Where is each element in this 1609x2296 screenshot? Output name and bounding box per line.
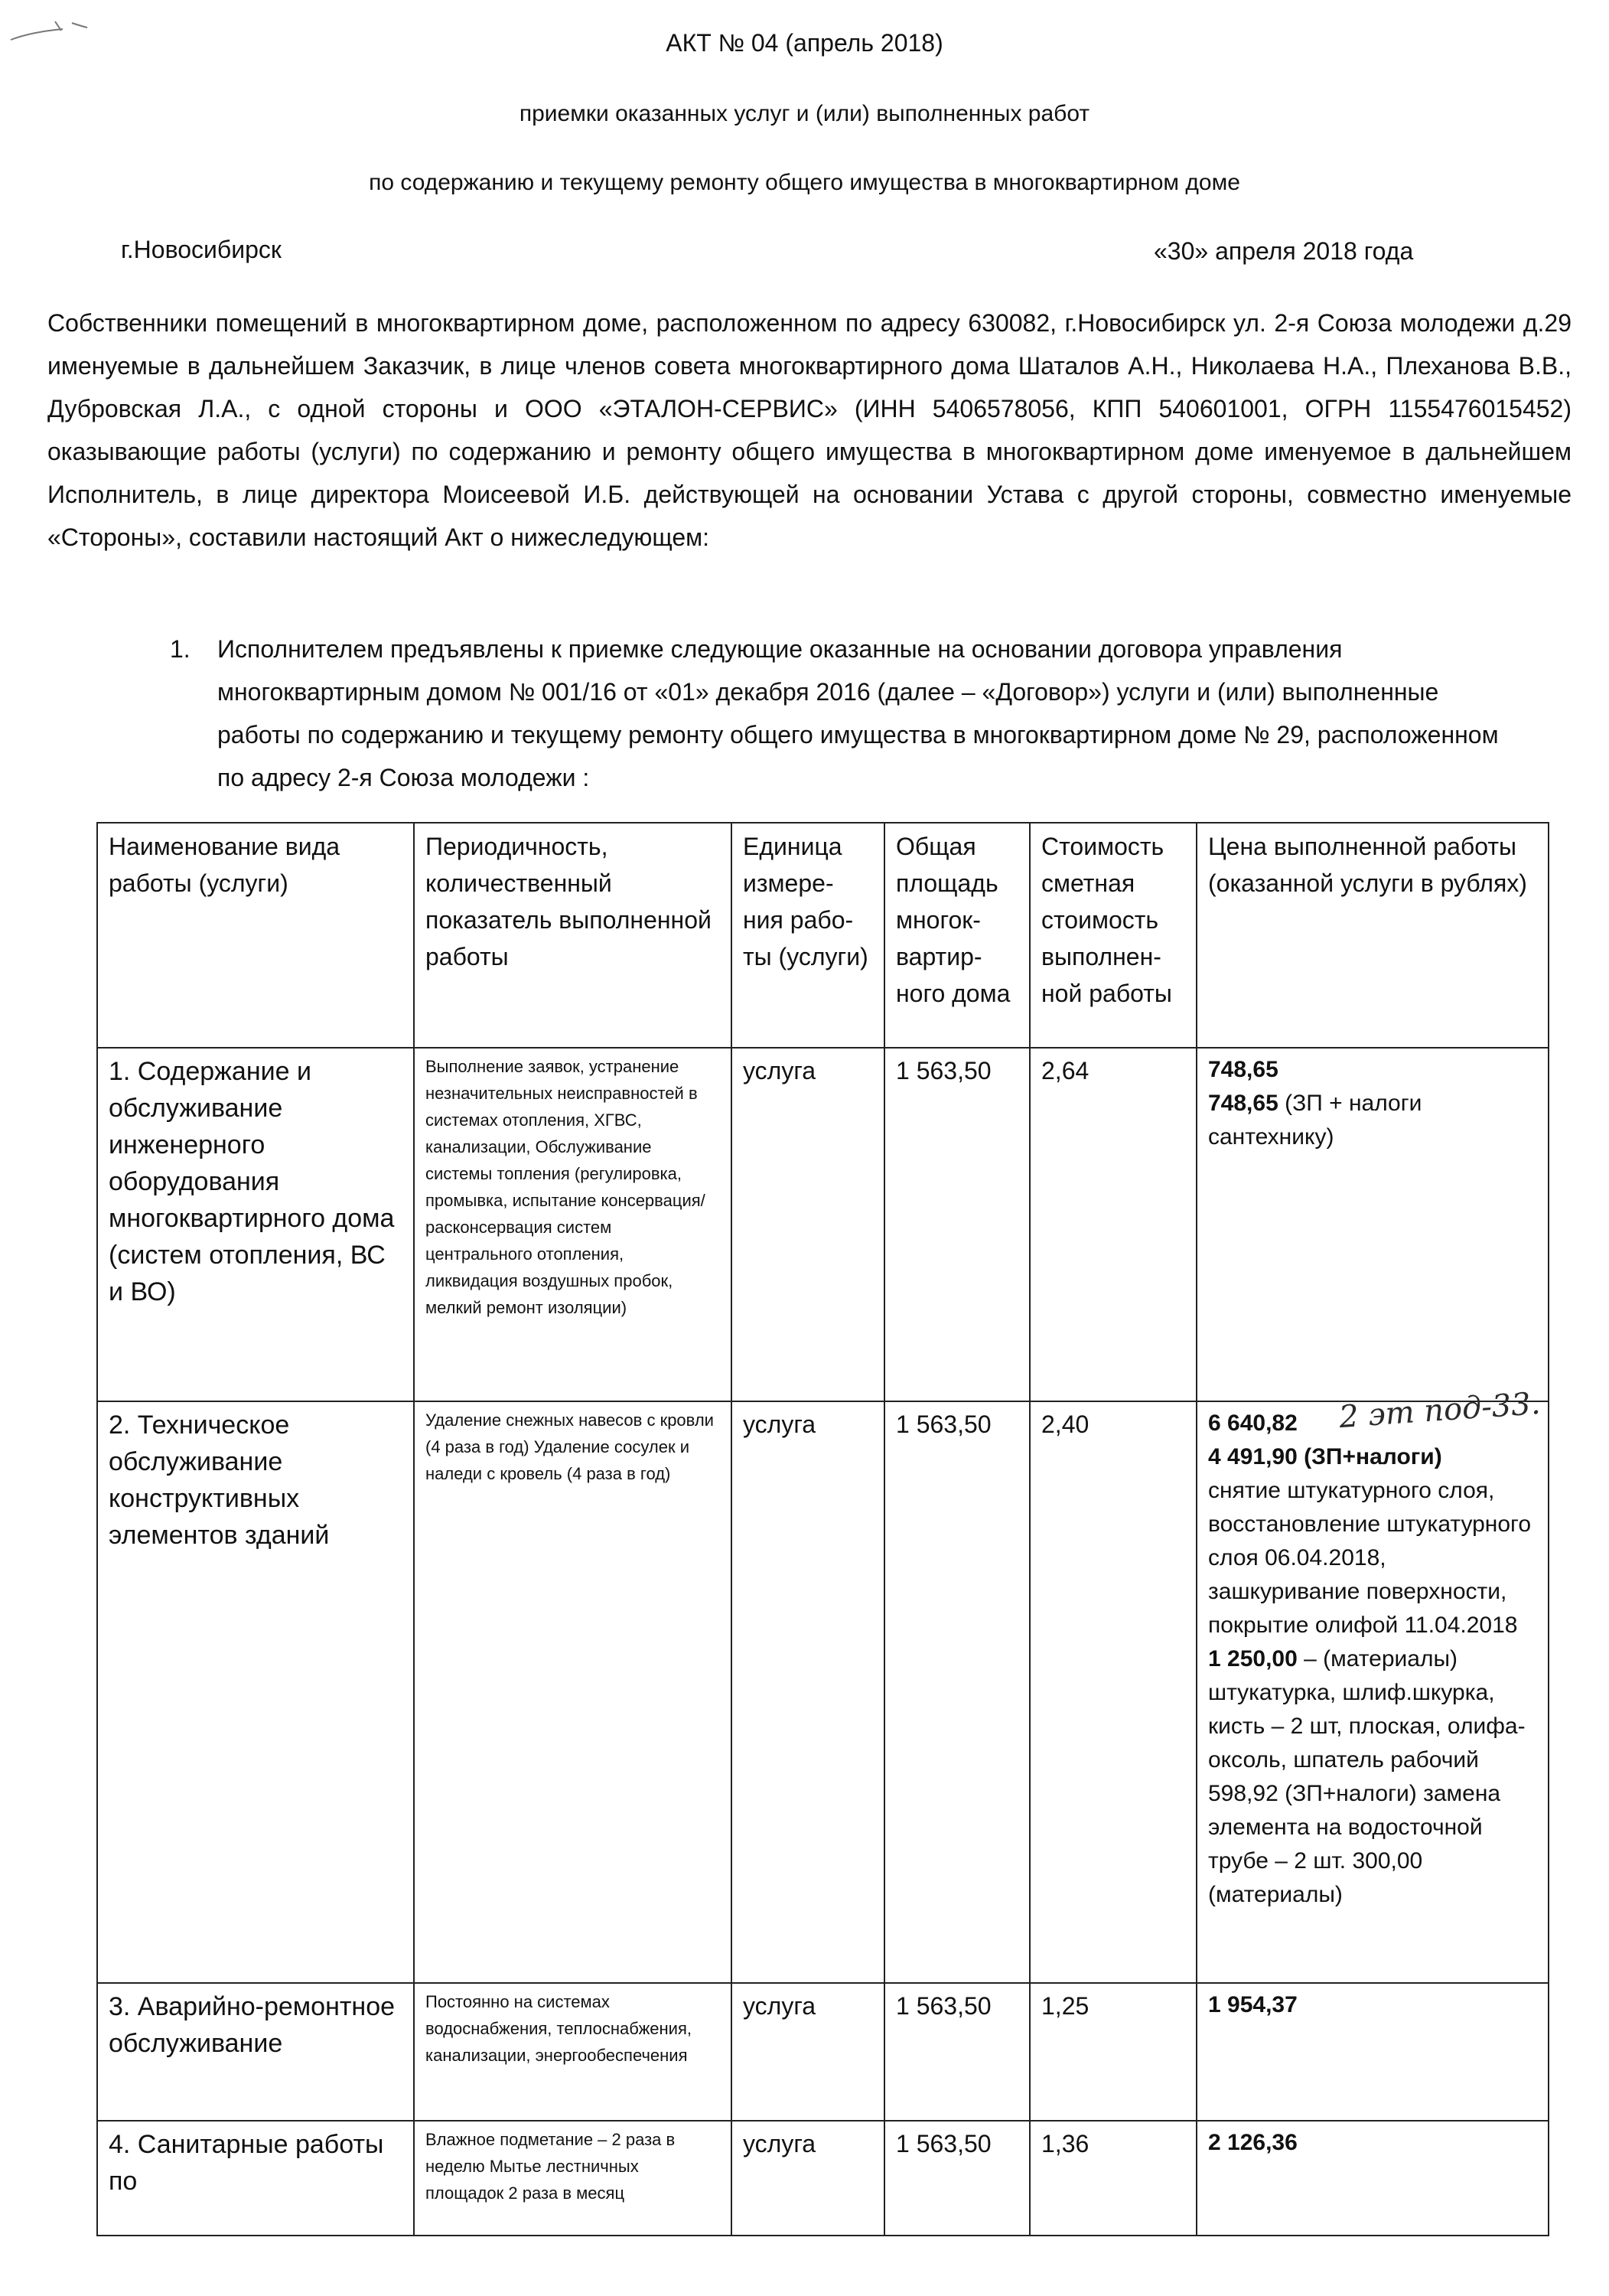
row-2-name: 2. Техническое обслуживание конструктивных элементов зданий bbox=[97, 1401, 414, 1983]
table-row bbox=[97, 2121, 1549, 2236]
document-title: АКТ № 04 (апрель 2018) bbox=[666, 29, 943, 57]
city: г.Новосибирск bbox=[121, 236, 282, 263]
row-1-price-detail-text: (ЗП + налоги сантехнику) bbox=[1208, 1091, 1422, 1150]
row-2-area: 1 563,50 bbox=[884, 1401, 1030, 1983]
row-4-area: 1 563,50 bbox=[884, 2121, 1030, 2236]
row-3-unit: услуга bbox=[731, 1983, 884, 2121]
row-4-rate: 1,36 bbox=[1030, 2121, 1197, 2236]
row-2-periodicity: Удаление снежных навесов с кровли (4 раза в год) Удаление сосулек и наледи с кровель (4 раза в год) bbox=[414, 1401, 731, 1983]
intro-paragraph: Собственники помещений в многоквартирном доме, расположенном по адресу 630082, г.Новосибирск ул. 2-я Союза молодежи д.29 именуемые в дальнейшем Заказчик, в лице членов совета многоквартирного дома Шаталов А.Н., Николаева Н.А., Плеханова В.В., Дубровская Л.А., с одной стороны и ООО «ЭТАЛОН-СЕРВИС» (ИНН 5406578056, КПП 540601001, ОГРН 1155476015452) оказывающие работы (услуги) по содержанию и ремонту общего имущества в многоквартирном доме именуемое в дальнейшем Исполнитель, в лице директора Моисеевой И.Б. действующей на основании Устава с другой стороны, совместно именуемые «Стороны», составили настоящий Акт о нижеследующем: bbox=[47, 309, 1572, 551]
row-3-rate: 1,25 bbox=[1030, 1983, 1197, 2121]
row-3-name: 3. Аварийно-ремонтное обслуживание bbox=[97, 1983, 414, 2121]
row-2-rate: 2,40 bbox=[1030, 1401, 1197, 1983]
row-1-area: 1 563,50 bbox=[884, 1048, 1030, 1401]
header-work-name: Наименование вида работы (услуги) bbox=[97, 823, 414, 1048]
document-subtitle-2: по содержанию и текущему ремонту общего имущества в многоквартирном доме bbox=[369, 170, 1240, 195]
row-1-rate: 2,64 bbox=[1030, 1048, 1197, 1401]
item-1-text: Исполнителем предъявлены к приемке следующие оказанные на основании договора управления многоквартирным домом № 001/16 от «01» декабря 2016 (далее – «Договор») услуги и (или) выполненные работы по содержанию и текущему ремонту общего имущества в многоквартирном доме № 29, расположенном по адресу 2-я Союза молодежи : bbox=[217, 635, 1499, 791]
row-2-price-total: 6 640,82 bbox=[1208, 1411, 1298, 1436]
act-date: «30» апреля 2018 года bbox=[1154, 237, 1414, 265]
row-3-price: 1 954,37 bbox=[1197, 1983, 1549, 2121]
header-price: Цена выполненной работы (оказанной услуги в рублях) bbox=[1197, 823, 1549, 1048]
row-4-unit: услуга bbox=[731, 2121, 884, 2236]
row-1-name: 1. Содержание и обслуживание инженерного оборудования многоквартирного дома (систем отопления, ВС и ВО) bbox=[97, 1048, 414, 1401]
row-1-unit: услуга bbox=[731, 1048, 884, 1401]
header-area: Общая площадь многок-вартир-ного дома bbox=[884, 823, 1030, 1048]
header-periodicity: Периодичность, количественный показатель выполненной работы bbox=[414, 823, 731, 1048]
services-table bbox=[96, 822, 1549, 2236]
table-row bbox=[97, 1401, 1549, 1983]
item-1-number: 1. bbox=[170, 635, 191, 663]
row-2-price-materials-amount: 1 250,00 bbox=[1208, 1646, 1298, 1671]
table-row bbox=[97, 1983, 1549, 2121]
row-4-price: 2 126,36 bbox=[1197, 2121, 1549, 2236]
row-2-price bbox=[1197, 1401, 1549, 1983]
row-4-name: 4. Санитарные работы по bbox=[97, 2121, 414, 2236]
row-3-periodicity: Постоянно на системах водоснабжения, теплоснабжения, канализации, энергообеспечения bbox=[414, 1983, 731, 2121]
row-2-unit: услуга bbox=[731, 1401, 884, 1983]
row-1-price-total: 748,65 bbox=[1208, 1057, 1278, 1082]
row-2-price-labor: 4 491,90 (ЗП+налоги) bbox=[1208, 1444, 1442, 1469]
row-2-price-extra: 598,92 (ЗП+налоги) замена элемента на водосточной трубе – 2 шт. 300,00 (материалы) bbox=[1208, 1781, 1501, 1907]
row-2-price-materials-desc: – (материалы) штукатурка, шлиф.шкурка, кисть – 2 шт, плоская, олифа-оксоль, шпатель рабочий bbox=[1208, 1646, 1526, 1773]
header-unit: Единица измере-ния рабо-ты (услуги) bbox=[731, 823, 884, 1048]
document-subtitle-1: приемки оказанных услуг и (или) выполненных работ bbox=[519, 101, 1090, 126]
row-1-price-detail-amount: 748,65 bbox=[1208, 1091, 1278, 1116]
row-2-price-labor-desc: снятие штукатурного слоя, восстановление штукатурного слоя 06.04.2018, зашкуривание поверхности, покрытие олифой 11.04.2018 bbox=[1208, 1478, 1532, 1638]
table-row bbox=[97, 1048, 1549, 1401]
row-3-area: 1 563,50 bbox=[884, 1983, 1030, 2121]
table-header-row bbox=[97, 823, 1549, 1048]
handwritten-note: 2 эт под-33. bbox=[1337, 1385, 1542, 1436]
row-4-periodicity: Влажное подметание – 2 раза в неделю Мытье лестничных площадок 2 раза в месяц bbox=[414, 2121, 731, 2236]
row-1-price bbox=[1197, 1048, 1549, 1401]
header-rate: Стоимость сметная стоимость выполнен-ной работы bbox=[1030, 823, 1197, 1048]
row-1-periodicity: Выполнение заявок, устранение незначительных неисправностей в системах отопления, ХГВС, канализации, Обслуживание системы топления (регулировка, промывка, испытание консервация/расконсервация систем центрального отопления, ликвидация воздушных пробок, мелкий ремонт изоляции) bbox=[414, 1048, 731, 1401]
